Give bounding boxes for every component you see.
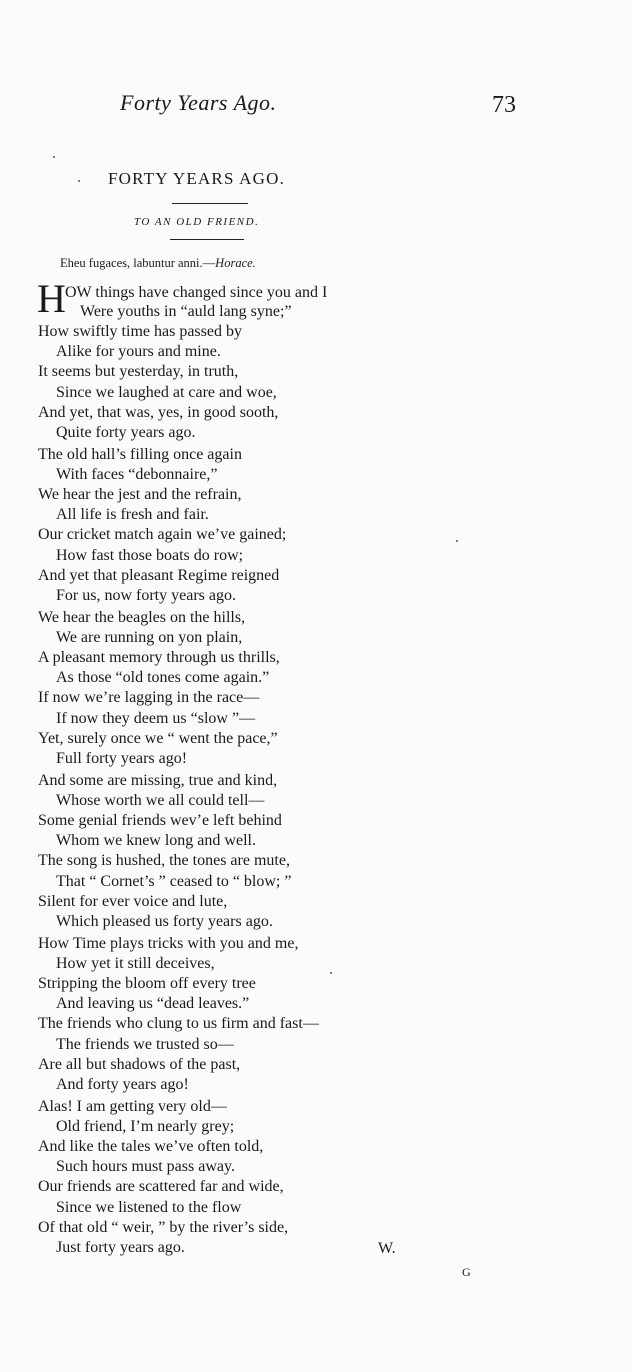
poem-line: Our friends are scattered far and wide, xyxy=(38,1178,284,1196)
poem-line: Whose worth we all could tell— xyxy=(56,792,265,810)
printer-signature-mark: G xyxy=(462,1265,471,1279)
poem-line: Yet, surely once we “ went the pace,” xyxy=(38,729,278,747)
poem-line: OW things have changed since you and I xyxy=(65,284,328,301)
poem-line: We are running on yon plain, xyxy=(56,629,243,647)
poem-line: The song is hushed, the tones are mute, xyxy=(38,852,290,870)
poem-line: Stripping the bloom off every tree xyxy=(38,975,256,993)
poem-line: Whom we knew long and well. xyxy=(56,832,256,850)
drop-cap: H xyxy=(37,276,66,321)
poem-line: Such hours must pass away. xyxy=(56,1158,235,1176)
poem-line: And like the tales we’ve often told, xyxy=(38,1138,264,1156)
running-title: Forty Years Ago. xyxy=(120,90,277,115)
poem-line: How fast those boats do row; xyxy=(56,546,244,564)
poem-line: And yet, that was, yes, in good sooth, xyxy=(38,403,279,421)
poem-line: Since we listened to the flow xyxy=(56,1198,242,1216)
poem-line: Alas! I am getting very old— xyxy=(38,1098,227,1115)
poem-line: The old hall’s filling once again xyxy=(38,446,242,463)
poem-line: A pleasant memory through us thrills, xyxy=(38,649,280,667)
poem-line: How swiftly time has passed by xyxy=(38,323,242,341)
poem-line: The friends who clung to us firm and fast— xyxy=(38,1015,319,1033)
poem-dedication: TO AN OLD FRIEND. xyxy=(134,216,260,228)
poem-title: FORTY YEARS AGO. xyxy=(108,169,286,188)
poem-line: And yet that pleasant Regime reigned xyxy=(38,566,280,584)
poem-line: Of that old “ weir, ” by the river’s side, xyxy=(38,1218,289,1236)
poem-line: It seems but yesterday, in truth, xyxy=(38,363,239,381)
poem-line: Full forty years ago! xyxy=(56,749,188,767)
epigraph-author: Horace. xyxy=(215,256,256,270)
poem-line: For us, now forty years ago. xyxy=(56,586,236,604)
poem-line: How yet it still deceives, xyxy=(56,955,215,973)
poem-line: As those “old tones come again.” xyxy=(56,669,270,687)
poem-signature: W. xyxy=(378,1240,396,1257)
poem-line: Old friend, I’m nearly grey; xyxy=(56,1118,235,1136)
poem-line: We hear the beagles on the hills, xyxy=(38,609,246,626)
poem-line: Since we laughed at care and woe, xyxy=(56,383,277,401)
poem-line: Which pleased us forty years ago. xyxy=(56,912,273,930)
poem-line: All life is fresh and fair. xyxy=(56,506,209,524)
poem-line: Some genial friends wev’e left behind xyxy=(38,812,282,830)
poem-line: And forty years ago! xyxy=(56,1075,189,1093)
poem-line: Silent for ever voice and lute, xyxy=(38,892,228,910)
poem-line: And some are missing, true and kind, xyxy=(38,772,278,789)
poem-line: Quite forty years ago. xyxy=(56,423,196,441)
epigraph-text: Eheu fugaces, labuntur anni.— xyxy=(60,256,216,270)
poem-line: With faces “debonnaire,” xyxy=(56,466,218,484)
poem-line: Our cricket match again we’ve gained; xyxy=(38,526,287,544)
poem-line: And leaving us “dead leaves.” xyxy=(56,995,250,1013)
poem-line: If now we’re lagging in the race— xyxy=(38,689,260,707)
poem-line: Are all but shadows of the past, xyxy=(38,1055,241,1073)
poem-line: Were youths in “auld lang syne;” xyxy=(80,303,292,321)
poem-line: If now they deem us “slow ”— xyxy=(56,709,256,727)
poem-line: The friends we trusted so— xyxy=(56,1035,234,1053)
poem-line: That “ Cornet’s ” ceased to “ blow; ” xyxy=(56,872,292,890)
poem-line: We hear the jest and the refrain, xyxy=(38,486,242,504)
poem-line: Just forty years ago. xyxy=(56,1238,185,1256)
poem-line: How Time plays tricks with you and me, xyxy=(38,935,299,952)
page-number: 73 xyxy=(492,92,516,118)
poem-line: Alike for yours and mine. xyxy=(56,343,221,361)
